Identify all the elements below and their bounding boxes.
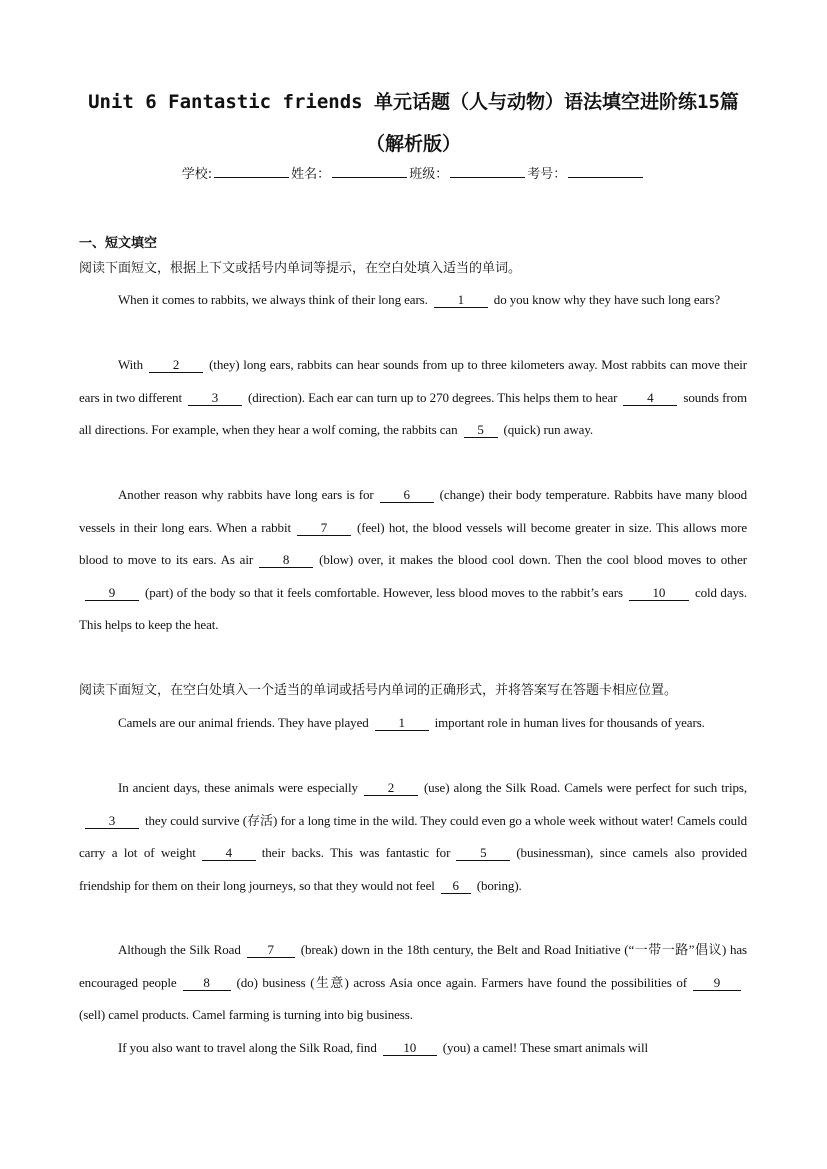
text: Camels are our animal friends. They have played bbox=[118, 715, 369, 730]
passage2-paragraph4 bbox=[79, 1032, 747, 1065]
section1-instruction: 阅读下面短文，根据上下文或括号内单词等提示，在空白处填入适当的单词。 bbox=[79, 261, 522, 276]
blank-2[interactable]: 2 bbox=[149, 357, 203, 373]
blank-2[interactable]: 2 bbox=[364, 780, 418, 796]
text: (break) down in the 18th century, the Belt and Road Initiative (“一带一路”倡议) has encouraged people bbox=[79, 942, 747, 990]
blank-9[interactable]: 9 bbox=[85, 585, 139, 601]
text: do you know why they have such long ears? bbox=[493, 292, 721, 307]
blank-6[interactable]: 6 bbox=[380, 487, 434, 503]
text: important role in human lives for thousands of years. bbox=[434, 715, 705, 730]
text: (feel) hot, the blood vessels will become greater in size. This allows more blood to move to its ears. As air bbox=[79, 519, 747, 568]
blank-8[interactable]: 8 bbox=[259, 552, 313, 568]
passage1-paragraph2 bbox=[79, 349, 747, 447]
blank-6[interactable]: 6 bbox=[441, 878, 471, 894]
text: (direction). Each ear can turn up to 270 degrees. This helps them to hear bbox=[247, 389, 618, 405]
section2-instruction: 阅读下面短文，在空白处填入一个适当的单词或括号内单词的正确形式，并将答案写在答题卡相应位置。 bbox=[79, 683, 678, 698]
text: (blow) over, it makes the blood cool down. Then the cool blood moves to other bbox=[319, 552, 747, 568]
name-label: 姓名： bbox=[291, 167, 331, 182]
blank-10[interactable]: 10 bbox=[383, 1040, 437, 1056]
blank-8[interactable]: 8 bbox=[183, 975, 231, 991]
text: (change) their body temperature. Rabbits have many blood vessels in their long ears. When a rabbit bbox=[79, 487, 747, 535]
text: (sell) camel products. Camel farming is turning into big business. bbox=[79, 1007, 413, 1023]
blank-10[interactable]: 10 bbox=[629, 585, 689, 601]
text: Another reason why rabbits have long ears is for bbox=[118, 487, 374, 502]
number-label: 考号： bbox=[527, 167, 567, 182]
blank-4[interactable]: 4 bbox=[623, 390, 677, 406]
text: (part) of the body so that it feels comfortable. However, less blood moves to the rabbit’s ears bbox=[145, 584, 623, 600]
blank-3[interactable]: 3 bbox=[85, 813, 139, 829]
passage1-paragraph3 bbox=[79, 479, 747, 642]
school-label: 学校: bbox=[181, 167, 213, 182]
blank-7[interactable]: 7 bbox=[297, 520, 351, 536]
class-label: 班级： bbox=[409, 167, 449, 182]
section-heading: 一、短文填空 bbox=[79, 236, 158, 251]
class-field[interactable] bbox=[450, 177, 525, 178]
text: (you) a camel! These smart animals will bbox=[442, 1040, 648, 1055]
blank-4[interactable]: 4 bbox=[202, 845, 256, 861]
text: (boring). bbox=[476, 877, 522, 893]
text: their backs. This was fantastic for bbox=[261, 845, 451, 861]
blank-1[interactable]: 1 bbox=[434, 292, 488, 308]
passage2-paragraph2 bbox=[79, 772, 747, 902]
name-field[interactable] bbox=[332, 177, 407, 178]
blank-7[interactable]: 7 bbox=[247, 942, 295, 958]
text: (they) long ears, rabbits can hear sounds from up to three kilometers away. Most rabbits can move their ears in two different bbox=[79, 357, 747, 405]
text: (use) along the Silk Road. Camels were perfect for such trips, bbox=[423, 780, 747, 795]
text: (quick) run away. bbox=[503, 422, 594, 438]
document-title: Unit 6 Fantastic friends 单元话题（人与动物）语法填空进阶练15篇 bbox=[88, 91, 739, 113]
blank-1[interactable]: 1 bbox=[375, 715, 429, 731]
blank-5[interactable]: 5 bbox=[456, 845, 510, 861]
school-field[interactable] bbox=[214, 177, 289, 178]
blank-5[interactable]: 5 bbox=[464, 422, 498, 438]
text: cold days. This helps to keep the heat. bbox=[79, 584, 748, 633]
text: sounds from all directions. For example, when they hear a wolf coming, the rabbits can bbox=[79, 389, 747, 438]
text: In ancient days, these animals were especially bbox=[118, 780, 358, 795]
number-field[interactable] bbox=[568, 177, 643, 178]
text: With bbox=[118, 357, 144, 372]
text: When it comes to rabbits, we always think of their long ears. bbox=[118, 292, 428, 307]
passage2-paragraph3 bbox=[79, 934, 747, 1032]
blank-3[interactable]: 3 bbox=[188, 390, 242, 406]
document-subtitle: （解析版） bbox=[365, 133, 461, 155]
text: (do) business (生意) across Asia once again. Farmers have found the possibilities of bbox=[236, 974, 687, 990]
text: they could survive (存活) for a long time in the wild. They could even go a whole week without water! Camels could carry a lot of weight bbox=[79, 812, 747, 861]
blank-9[interactable]: 9 bbox=[693, 975, 741, 991]
text: If you also want to travel along the Silk Road, find bbox=[118, 1040, 377, 1055]
text: (businessman), since camels also provided friendship for them on their long journeys, so that they would not feel bbox=[79, 845, 747, 893]
passage2-paragraph1 bbox=[79, 707, 747, 740]
text: Although the Silk Road bbox=[118, 942, 241, 957]
student-info-line bbox=[40, 167, 787, 183]
passage1-paragraph1 bbox=[79, 284, 747, 317]
